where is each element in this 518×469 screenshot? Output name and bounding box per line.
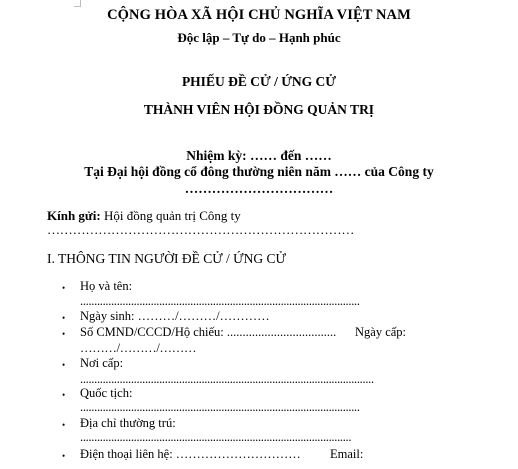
email-label: Email: <box>330 447 364 461</box>
bullet-icon: • <box>62 329 66 339</box>
bullet-icon: • <box>62 360 66 370</box>
address-label: Địa chỉ thường trú: <box>80 416 176 430</box>
bullet-icon: • <box>62 390 66 400</box>
issue-place-blank[interactable]: ........................................................................................................ <box>80 372 374 386</box>
id-label[interactable]: Số CMND/CCCD/Hộ chiếu: ................................... <box>80 325 337 339</box>
bullet-icon: • <box>62 313 66 323</box>
recipient-blank: ……………………………………………………………… <box>47 222 355 237</box>
issue-date-blank[interactable]: ………/………/……… <box>80 341 197 355</box>
meeting-line: Tại Đại hội đồng cổ đông thường niên năm …… của Công ty <box>84 164 434 179</box>
section-title: I. THÔNG TIN NGƯỜI ĐỀ CỬ / ỨNG CỬ <box>47 251 287 266</box>
bullet-icon: • <box>62 420 66 430</box>
form-subtitle: THÀNH VIÊN HỘI ĐỒNG QUẢN TRỊ <box>143 102 375 117</box>
recipient-value: Hội đồng quản trị Công ty <box>103 208 241 223</box>
term-line: Nhiệm kỳ: …… đến …… <box>186 148 332 163</box>
country-name: CỘNG HÒA XÃ HỘI CHỦ NGHĨA VIỆT NAM <box>107 7 411 23</box>
bullet-icon: • <box>62 451 66 461</box>
nationality-blank[interactable]: ................................................................................................... <box>80 400 360 414</box>
national-motto: Độc lập – Tự do – Hạnh phúc <box>177 30 341 45</box>
dob-label[interactable]: Ngày sinh: ………/………/………… <box>80 309 270 323</box>
name-blank[interactable]: ................................................................................................... <box>80 294 360 308</box>
name-label: Họ và tên: <box>80 279 133 293</box>
nationality-label: Quốc tịch: <box>80 386 133 400</box>
issue-date-label: Ngày cấp: <box>355 325 407 339</box>
form-title: PHIẾU ĐỀ CỬ / ỨNG CỬ <box>181 74 337 89</box>
recipient-label: Kính gửi: <box>47 208 101 223</box>
issue-place-label: Nơi cấp: <box>80 356 124 370</box>
phone-label[interactable]: Điện thoại liên hệ: ………………………… <box>80 447 301 461</box>
address-blank[interactable]: ................................................................................................ <box>80 430 352 444</box>
company-name-blank: …………………………… <box>184 181 334 196</box>
bullet-icon: • <box>62 283 66 293</box>
